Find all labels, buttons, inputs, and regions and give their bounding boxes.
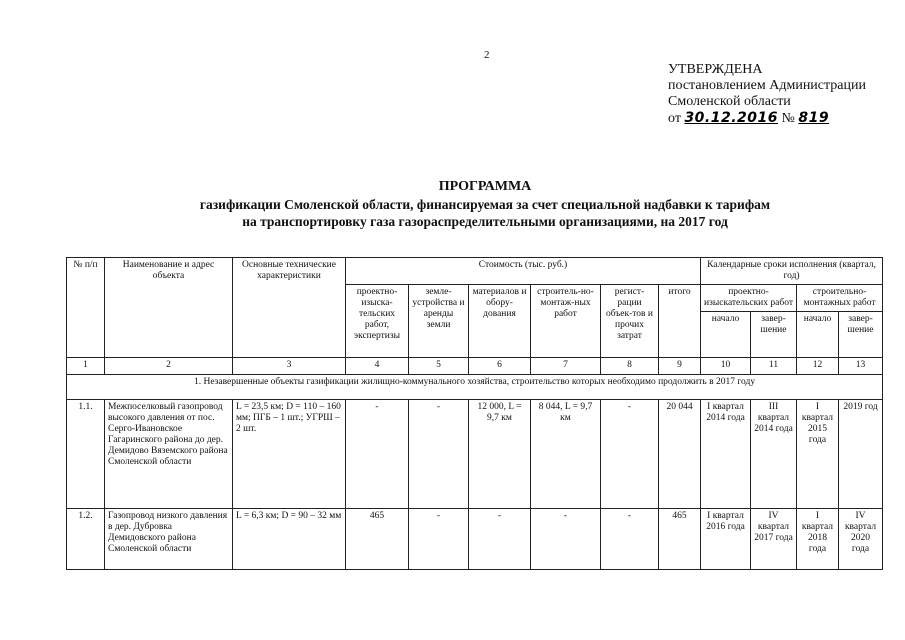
header-cost-registration: регист-рации объек-тов и прочих затрат	[601, 285, 659, 358]
col-number: 5	[409, 358, 469, 375]
col-number: 10	[701, 358, 751, 375]
row-end-2: 2019 год	[839, 400, 883, 509]
row-specs: L = 23,5 км; D = 110 – 160 мм; ПГБ – 1 шт.; УГРШ – 2 шт.	[233, 400, 346, 509]
header-end-2: завер-шение	[839, 312, 883, 358]
row-name: Газопровод низкого давления в дер. Дубровка Демидовского района Смоленской области	[105, 509, 233, 570]
col-number: 12	[797, 358, 839, 375]
row-cost-total: 465	[659, 509, 701, 570]
row-cost-design: -	[346, 400, 409, 509]
approval-number: 819	[798, 110, 830, 126]
row-end-1: III квартал 2014 года	[751, 400, 797, 509]
row-num: 1.2.	[67, 509, 105, 570]
row-end-1: IV квартал 2017 года	[751, 509, 797, 570]
col-number: 13	[839, 358, 883, 375]
header-start-2: начало	[797, 312, 839, 358]
approval-line-3: Смоленской области	[668, 94, 791, 109]
approval-stamp	[668, 62, 866, 127]
table-row	[67, 509, 883, 570]
header-end-1: завер-шение	[751, 312, 797, 358]
header-name: Наименование и адрес объекта	[105, 258, 233, 358]
row-start-1: I квартал 2016 года	[701, 509, 751, 570]
row-cost-design: 465	[346, 509, 409, 570]
header-specs: Основные технические характеристики	[233, 258, 346, 358]
title-line-3: на транспортировку газа газораспределительными организациями, на 2017 год	[242, 214, 728, 229]
header-num: № п/п	[67, 258, 105, 358]
col-number: 1	[67, 358, 105, 375]
header-schedule: Календарные сроки исполнения (квартал, год)	[701, 258, 883, 285]
row-cost-land: -	[409, 509, 469, 570]
col-number: 9	[659, 358, 701, 375]
col-number: 3	[233, 358, 346, 375]
document-title	[160, 178, 810, 230]
col-number: 2	[105, 358, 233, 375]
title-line-2: газификации Смоленской области, финансируемая за счет специальной надбавки к тарифам	[199, 197, 771, 212]
header-cost-land: земле-устройства и аренды земли	[409, 285, 469, 358]
title-main: ПРОГРАММА	[438, 179, 532, 194]
header-start-1: начало	[701, 312, 751, 358]
row-cost-total: 20 044	[659, 400, 701, 509]
approval-from: от	[668, 111, 681, 126]
col-number: 8	[601, 358, 659, 375]
header-cost-materials: материалов и обору-дования	[469, 285, 531, 358]
table-row	[67, 400, 883, 509]
row-cost-construction: -	[531, 509, 601, 570]
row-name: Межпоселковый газопровод высокого давления от пос. Серго-Ивановское Гагаринского района до дер. Демидово Вяземского района Смоленской области	[105, 400, 233, 509]
approval-line-2: постановлением Администрации	[668, 78, 866, 93]
row-start-1: I квартал 2014 года	[701, 400, 751, 509]
page-number: 2	[484, 49, 490, 61]
header-cost-total: итого	[659, 285, 701, 358]
approval-line-1: УТВЕРЖДЕНА	[668, 62, 763, 77]
row-specs: L = 6,3 км; D = 90 – 32 мм	[233, 509, 346, 570]
approval-date: 30.12.2016	[684, 110, 779, 126]
header-sched-construction: строительно-монтажных работ	[797, 285, 883, 312]
row-cost-materials: 12 000, L = 9,7 км	[469, 400, 531, 509]
row-start-2: I квартал 2015 года	[797, 400, 839, 509]
row-cost-registration: -	[601, 400, 659, 509]
row-cost-land: -	[409, 400, 469, 509]
section-title: 1. Незавершенные объекты газификации жилищно-коммунального хозяйства, строительство которых необходимо продолжить в 2017 году	[67, 375, 883, 400]
col-number: 7	[531, 358, 601, 375]
col-number: 11	[751, 358, 797, 375]
program-table	[66, 257, 883, 570]
row-cost-registration: -	[601, 509, 659, 570]
col-number: 4	[346, 358, 409, 375]
section-row	[67, 375, 883, 400]
row-end-2: IV квартал 2020 года	[839, 509, 883, 570]
column-numbers-row	[67, 358, 883, 375]
header-cost-construction: строитель-но-монтаж-ных работ	[531, 285, 601, 358]
row-start-2: I квартал 2018 года	[797, 509, 839, 570]
row-num: 1.1.	[67, 400, 105, 509]
row-cost-construction: 8 044, L = 9,7 км	[531, 400, 601, 509]
header-cost: Стоимость (тыс. руб.)	[346, 258, 701, 285]
approval-number-sign: №	[781, 111, 795, 126]
header-cost-design: проектно-изыска-тельских работ, экспертизы	[346, 285, 409, 358]
row-cost-materials: -	[469, 509, 531, 570]
approval-date-line	[668, 110, 866, 127]
header-sched-design: проектно-изыскательских работ	[701, 285, 797, 312]
col-number: 6	[469, 358, 531, 375]
